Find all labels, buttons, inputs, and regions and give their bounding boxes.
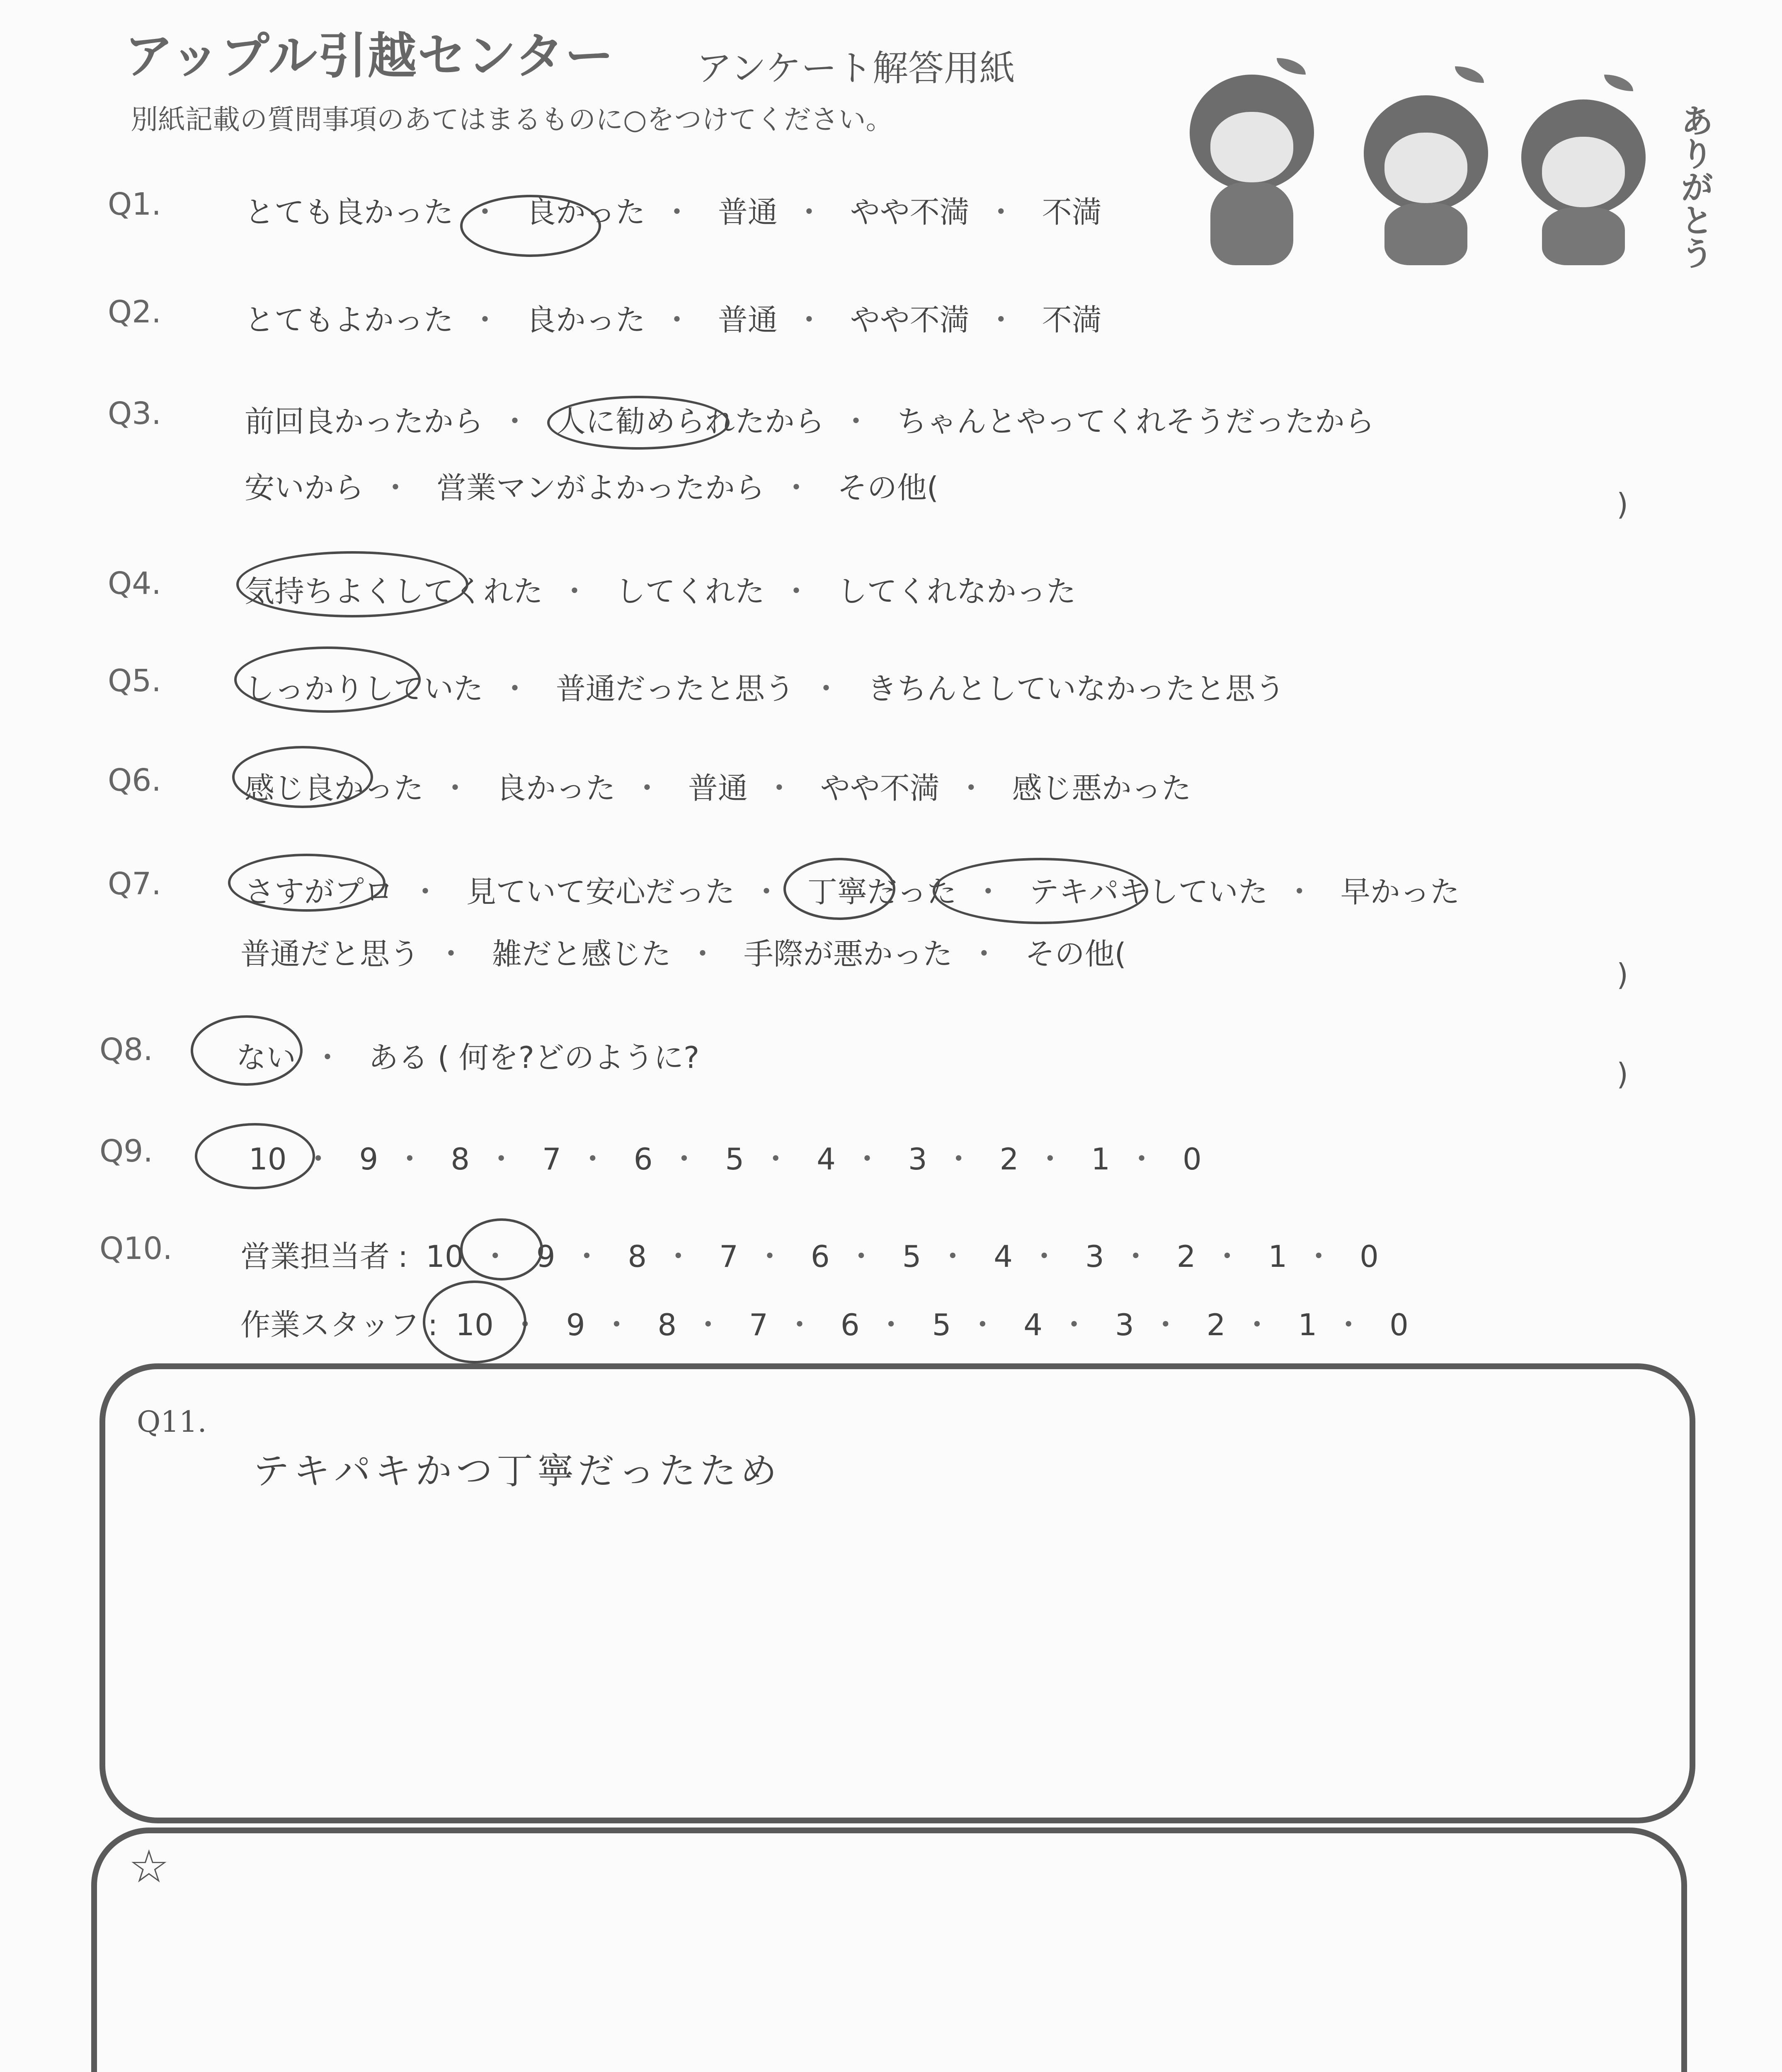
scale-2[interactable]: 2 [1176,1239,1196,1274]
question-label: Q3. [108,396,161,431]
question-label: Q2. [108,294,161,330]
scale-1[interactable]: 1 [1298,1307,1317,1342]
scale-6[interactable]: 6 [840,1307,860,1342]
question-q10: Q10. 営業担当者 : 10 ・ 9 ・ 8 ・ 7 ・ 6 ・ 5 ・ 4 ・ 3 ・ 2 ・ 1 ・ 0 [0,1227,1782,1272]
question-label: Q1. [108,186,161,222]
question-q7-line2: 普通だと思う ・ 雑だと感じた ・ 手際が悪かった ・ その他( ) [0,924,1782,970]
option-fuman[interactable]: 不満 [1042,195,1102,230]
question-q2: Q2. とてもよかった ・ 良かった ・ 普通 ・ やや不満 ・ 不満 [0,290,1782,336]
option-eigyouman[interactable]: 営業マンがよかったから [436,470,765,505]
option-shitekurenakatta[interactable]: してくれなかった [837,574,1076,609]
question-q10-row2: 作業スタッフ : 10 ・ 9 ・ 8 ・ 7 ・ 6 ・ 5 ・ 4 ・ 3 ・ 2 ・ 1 ・ 0 [0,1295,1782,1341]
scale-1[interactable]: 1 [1268,1239,1287,1274]
question-q8: Q8. ない ・ ある ( 何を?どのように? ) [99,1032,1629,1092]
scale-7[interactable]: 7 [749,1307,768,1342]
option-tegiwa-warui[interactable]: 手際が悪かった [743,937,953,971]
question-q3-line2: 安いから ・ 営業マンがよかったから ・ その他( ) [0,458,1782,503]
scale-8[interactable]: 8 [628,1239,647,1274]
question-label: Q8. [99,1032,153,1067]
scale-10[interactable]: 10 [456,1307,494,1342]
option-futsuu-da[interactable]: 普通だと思う [240,937,420,971]
option-teinei[interactable]: 丁寧だった [807,874,957,909]
scale-4[interactable]: 4 [817,1142,836,1176]
page-title: アップル引越センター [124,27,615,85]
scale-6[interactable]: 6 [633,1142,653,1176]
scale-0[interactable]: 0 [1183,1142,1202,1176]
q11-comment-box[interactable] [99,1363,1695,1823]
option-futsuu[interactable]: 普通 [688,771,748,806]
question-q6: Q6. 感じ良かった ・ 良かった ・ 普通 ・ やや不満 ・ 感じ悪かった [0,758,1782,804]
scale-6[interactable]: 6 [810,1239,830,1274]
q11-handwritten-answer: テキパキかつ丁寧だったため [253,1450,781,1492]
page-subtitle: アンケート解答用紙 [696,48,1015,89]
question-label: Q4. [108,566,161,601]
option-totemo-yokatta[interactable]: とてもよかった [245,303,454,337]
scale-10[interactable]: 10 [249,1142,287,1176]
option-sasuga-puro[interactable]: さすがプロ [245,874,394,909]
question-label: Q5. [108,663,161,699]
free-comment-box[interactable] [91,1828,1687,2072]
option-anshin[interactable]: 見ていて安心だった [466,874,735,909]
question-q4: Q4. 気持ちよくしてくれた ・ してくれた ・ してくれなかった [0,562,1782,607]
option-zatsu[interactable]: 雑だと感じた [492,937,671,971]
question-q3: Q3. 前回良かったから ・ 人に勧められたから ・ ちゃんとやってくれそうだったから [0,392,1782,437]
scale-5[interactable]: 5 [932,1307,951,1342]
question-label: Q7. [108,866,161,902]
question-q9: Q9. 10 ・ 9 ・ 8 ・ 7 ・ 6 ・ 5 ・ 4 ・ 3 ・ 2 ・ 1 ・ 0 [99,1133,1202,1176]
option-futsuu[interactable]: 普通 [718,195,778,230]
scale-8[interactable]: 8 [451,1142,470,1176]
scale-3[interactable]: 3 [1085,1239,1104,1274]
option-yokatta[interactable]: 良かった [496,771,616,806]
option-yaya-fuman[interactable]: やや不満 [850,303,970,337]
scale-0[interactable]: 0 [1389,1307,1409,1342]
question-label: Q10. [99,1231,172,1266]
option-tekipaki[interactable]: テキパキしていた [1029,874,1268,909]
closing-paren: ) [1617,957,1629,992]
option-chanto-yattekuresou[interactable]: ちゃんとやってくれそうだったから [897,404,1375,439]
question-q5: Q5. しっかりしていた ・ 普通だったと思う ・ きちんとしていなかったと思う [0,659,1782,704]
question-q7: Q7. さすがプロ ・ 見ていて安心だった ・ 丁寧だった ・ テキパキしていた ・ 早かった [0,862,1782,908]
closing-paren: ) [1617,1057,1629,1092]
scale-3[interactable]: 3 [1115,1307,1134,1342]
option-shikkari[interactable]: しっかりしていた [245,671,484,706]
option-futsuu-datta[interactable]: 普通だったと思う [555,671,795,706]
scale-5[interactable]: 5 [902,1239,921,1274]
star-icon: ☆ [128,1840,170,1893]
option-zenkai-yokatta[interactable]: 前回良かったから [245,404,484,439]
option-futsuu[interactable]: 普通 [718,303,778,337]
mascot-thanks-text: ありがとう [1675,104,1714,269]
option-hito-ni-susumerareta[interactable]: 人に勧められたから [555,404,824,439]
question-label: Q6. [108,762,161,798]
scale-7[interactable]: 7 [542,1142,561,1176]
scale-7[interactable]: 7 [719,1239,738,1274]
option-kanji-yokatta[interactable]: 感じ良かった [245,771,424,806]
option-nai[interactable]: ない [236,1040,296,1075]
option-yokatta[interactable]: 良かった [526,195,645,230]
rating-category-label: 作業スタッフ [240,1307,420,1342]
option-kanji-warukatta[interactable]: 感じ悪かった [1012,771,1191,806]
q11-label: Q11. [137,1405,207,1439]
scale-0[interactable]: 0 [1360,1239,1379,1274]
scale-10[interactable]: 10 [426,1239,464,1274]
option-aru[interactable]: ある ( 何を?どのように? [368,1040,700,1075]
option-shitekureta[interactable]: してくれた [615,574,765,609]
option-kichinto-shiteinakatta[interactable]: きちんとしていなかったと思う [867,671,1285,706]
scale-9[interactable]: 9 [566,1307,585,1342]
option-yaya-fuman[interactable]: やや不満 [820,771,940,806]
scale-5[interactable]: 5 [725,1142,744,1176]
scale-1[interactable]: 1 [1091,1142,1110,1176]
option-fuman[interactable]: 不満 [1042,303,1102,337]
scale-9[interactable]: 9 [359,1142,378,1176]
scale-3[interactable]: 3 [908,1142,927,1176]
scale-9[interactable]: 9 [536,1239,555,1274]
scale-2[interactable]: 2 [1206,1307,1226,1342]
mascot-monkey-illustration [1156,50,1675,265]
option-sonota[interactable]: その他( [837,470,938,505]
option-yaya-fuman[interactable]: やや不満 [850,195,970,230]
rating-category-label: 営業担当者 [240,1239,390,1274]
option-sonota[interactable]: その他( [1025,937,1126,971]
scale-8[interactable]: 8 [657,1307,677,1342]
scale-4[interactable]: 4 [1023,1307,1043,1342]
option-yokatta[interactable]: 良かった [526,303,645,337]
instruction-text: 別紙記載の質問事項のあてはまるものに○をつけてください。 [131,104,893,136]
option-kimochi-yoku[interactable]: 気持ちよくしてくれた [245,574,543,609]
option-yasui[interactable]: 安いから [245,470,364,505]
scale-2[interactable]: 2 [999,1142,1019,1176]
option-hayakatta[interactable]: 早かった [1340,874,1460,909]
closing-paren: ) [1617,487,1629,522]
scale-4[interactable]: 4 [994,1239,1013,1274]
question-label: Q9. [99,1133,153,1169]
question-q1: Q1. とても良かった ・ 良かった ・ 普通 ・ やや不満 ・ 不満 [0,182,1782,228]
option-totemo-yokatta[interactable]: とても良かった [245,195,454,230]
